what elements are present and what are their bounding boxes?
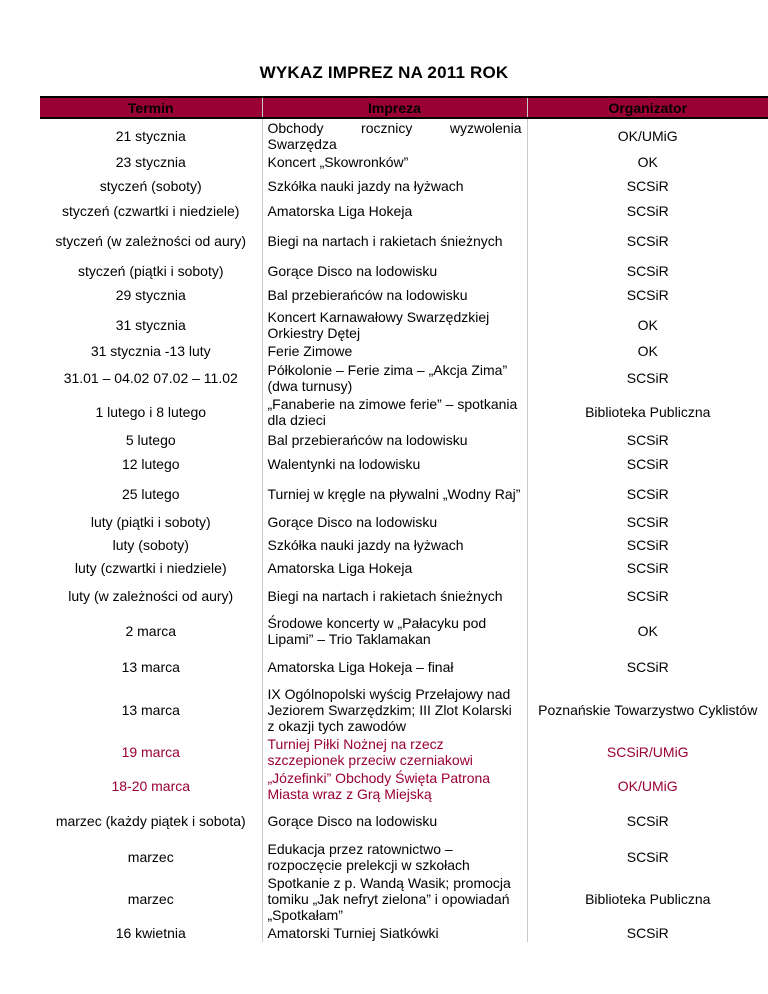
table-row — [40, 283, 768, 307]
table-row — [40, 613, 768, 649]
cell-termin: 18-20 marca — [40, 769, 262, 803]
cell-termin: marzec — [40, 874, 262, 924]
header-organizator: Organizator — [527, 97, 768, 118]
cell-termin: 31.01 – 04.02 07.02 – 11.02 — [40, 360, 262, 395]
cell-impreza: Półkolonie – Ferie zima – „Akcja Zima” (dwa turnusy) — [262, 360, 527, 395]
table-row — [40, 258, 768, 283]
table-row — [40, 199, 768, 223]
cell-termin: marzec (każdy piątek i sobota) — [40, 803, 262, 839]
page-title: WYKAZ IMPREZ NA 2011 ROK — [259, 63, 509, 82]
table-row — [40, 578, 768, 613]
cell-termin: 31 stycznia -13 luty — [40, 342, 262, 360]
cell-impreza: Biegi na nartach i rakietach śnieżnych — [262, 578, 527, 613]
cell-termin: luty (w zależności od aury) — [40, 578, 262, 613]
cell-impreza: Turniej w kręgle na pływalni „Wodny Raj” — [262, 476, 527, 512]
cell-impreza: Turniej Piłki Nożnej na rzecz szczepionek przeciw czerniakowi — [262, 735, 527, 769]
cell-termin: 25 lutego — [40, 476, 262, 512]
cell-termin: 2 marca — [40, 613, 262, 649]
table-row — [40, 395, 768, 429]
table-row — [40, 685, 768, 735]
cell-impreza: Koncert Karnawałowy Swarzędzkiej Orkiestry Dętej — [262, 307, 527, 342]
table-row — [40, 531, 768, 558]
cell-impreza: Gorące Disco na lodowisku — [262, 258, 527, 283]
cell-organizator: Poznańskie Towarzystwo Cyklistów — [538, 702, 758, 718]
cell-organizator: SCSiR — [626, 486, 669, 502]
cell-organizator: SCSiR — [626, 287, 669, 303]
cell-impreza: Obchody rocznicy wyzwolenia Swarzędza — [262, 118, 527, 152]
cell-termin: 31 stycznia — [40, 307, 262, 342]
cell-organizator: SCSiR — [626, 813, 669, 829]
cell-organizator: OK — [637, 316, 658, 333]
table-row — [40, 152, 768, 172]
cell-organizator: SCSiR — [626, 587, 669, 604]
cell-termin: 23 stycznia — [40, 152, 262, 172]
cell-organizator: SCSiR — [626, 848, 669, 865]
table-row — [40, 360, 768, 395]
table-header-row — [40, 97, 768, 118]
table-row — [40, 769, 768, 803]
table-row — [40, 429, 768, 451]
cell-termin: 16 kwietnia — [40, 924, 262, 942]
cell-termin: 29 stycznia — [40, 283, 262, 307]
cell-organizator: Biblioteka Publiczna — [585, 404, 711, 420]
cell-organizator: SCSiR — [626, 455, 669, 472]
cell-impreza: Szkółka nauki jazdy na łyżwach — [262, 172, 527, 199]
table-row — [40, 223, 768, 258]
cell-organizator: SCSiR — [626, 432, 669, 448]
cell-organizator: SCSiR — [626, 513, 669, 530]
cell-organizator: SCSiR — [626, 560, 669, 576]
cell-termin: luty (soboty) — [40, 531, 262, 558]
cell-impreza: Gorące Disco na lodowisku — [262, 512, 527, 531]
cell-impreza: Walentynki na lodowisku — [262, 451, 527, 476]
cell-termin: styczeń (czwartki i niedziele) — [40, 199, 262, 223]
table-body — [40, 118, 768, 942]
cell-impreza: Ferie Zimowe — [262, 342, 527, 360]
cell-organizator: OK — [637, 154, 658, 170]
cell-organizator: OK/UMiG — [617, 778, 678, 794]
cell-impreza: Amatorska Liga Hokeja — [262, 199, 527, 223]
cell-termin: 21 stycznia — [40, 118, 262, 152]
header-termin: Termin — [40, 97, 262, 118]
cell-organizator: SCSiR — [626, 659, 669, 675]
cell-organizator: SCSiR — [626, 177, 669, 194]
cell-impreza: Amatorska Liga Hokeja — [262, 558, 527, 578]
cell-termin: 1 lutego i 8 lutego — [40, 395, 262, 429]
table-row — [40, 451, 768, 476]
cell-impreza: „Józefinki” Obchody Święta Patrona Miasta wraz z Grą Miejską — [262, 769, 527, 803]
cell-organizator: SCSiR — [626, 262, 669, 279]
cell-organizator: OK/UMiG — [617, 127, 678, 144]
cell-impreza: Koncert „Skowronków” — [262, 152, 527, 172]
table-row — [40, 735, 768, 769]
cell-termin: 12 lutego — [40, 451, 262, 476]
cell-organizator: Biblioteka Publiczna — [585, 891, 711, 907]
cell-impreza: „Fanaberie na zimowe ferie” – spotkania dla dzieci — [262, 395, 527, 429]
cell-impreza: IX Ogólnopolski wyścig Przełajowy nad Jeziorem Swarzędzkim; III Zlot Kolarski z okazji tych zawodów — [262, 685, 527, 735]
cell-termin: marzec — [40, 839, 262, 874]
table-row — [40, 476, 768, 512]
table-row — [40, 118, 768, 152]
cell-impreza: Środowe koncerty w „Pałacyku pod Lipami” – Trio Taklamakan — [262, 613, 527, 649]
cell-organizator: SCSiR/UMiG — [606, 744, 689, 760]
table-row — [40, 803, 768, 839]
cell-termin: luty (piątki i soboty) — [40, 512, 262, 531]
table-row — [40, 512, 768, 531]
cell-organizator: OK — [637, 623, 658, 639]
cell-impreza: Amatorski Turniej Siatkówki — [262, 924, 527, 942]
cell-impreza: Spotkanie z p. Wandą Wasik; promocja tomiku „Jak nefryt zielona” i opowiadań „Spotkałam” — [262, 874, 527, 924]
cell-termin: 19 marca — [40, 735, 262, 769]
table-row — [40, 172, 768, 199]
cell-impreza: Szkółka nauki jazdy na łyżwach — [262, 531, 527, 558]
cell-organizator: SCSiR — [626, 536, 669, 553]
table-row — [40, 839, 768, 874]
cell-organizator: SCSiR — [626, 203, 669, 219]
cell-organizator: SCSiR — [626, 369, 669, 386]
cell-termin: luty (czwartki i niedziele) — [40, 558, 262, 578]
table-row — [40, 924, 768, 942]
table-row — [40, 307, 768, 342]
cell-organizator: SCSiR — [626, 232, 669, 249]
events-table — [40, 96, 768, 942]
cell-impreza: Bal przebierańców na lodowisku — [262, 429, 527, 451]
header-impreza: Impreza — [262, 97, 527, 118]
table-row — [40, 342, 768, 360]
cell-termin: 5 lutego — [40, 429, 262, 451]
cell-termin: styczeń (soboty) — [40, 172, 262, 199]
table-row — [40, 558, 768, 578]
cell-organizator: SCSiR — [626, 925, 669, 941]
cell-impreza: Edukacja przez ratownictwo – rozpoczęcie prelekcji w szkołach — [262, 839, 527, 874]
cell-termin: styczeń (w zależności od aury) — [40, 223, 262, 258]
cell-impreza: Amatorska Liga Hokeja – finał — [262, 649, 527, 685]
table-row — [40, 874, 768, 924]
cell-impreza: Gorące Disco na lodowisku — [262, 803, 527, 839]
cell-impreza: Bal przebierańców na lodowisku — [262, 283, 527, 307]
cell-organizator: OK — [637, 343, 658, 359]
cell-termin: 13 marca — [40, 649, 262, 685]
cell-termin: 13 marca — [40, 685, 262, 735]
cell-impreza: Biegi na nartach i rakietach śnieżnych — [262, 223, 527, 258]
table-row — [40, 649, 768, 685]
cell-termin: styczeń (piątki i soboty) — [40, 258, 262, 283]
